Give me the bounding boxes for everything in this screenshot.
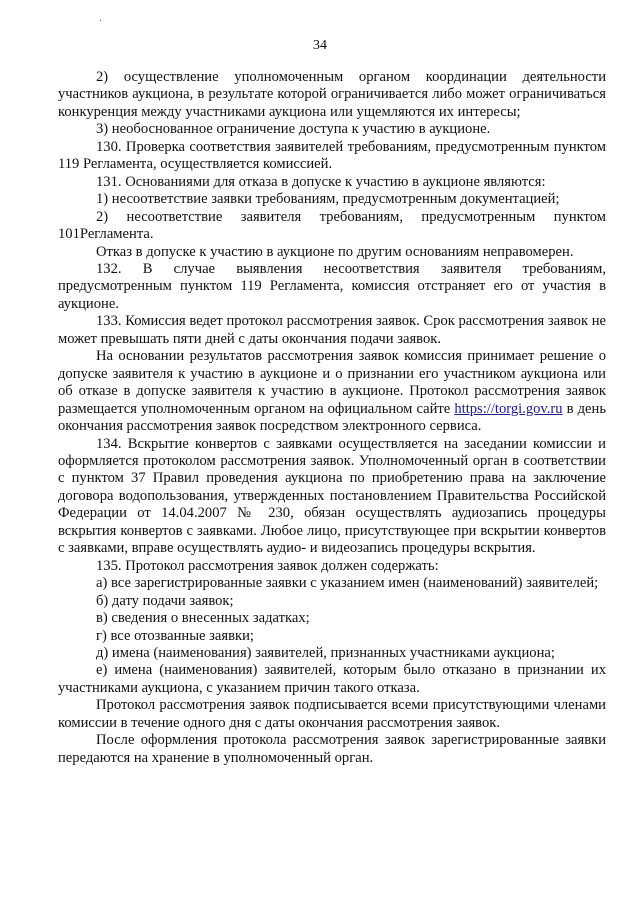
paragraph: 130. Проверка соответствия заявителей требованиям, предусмотренным пунктом 119 Регламента, осуществляется комиссией.	[58, 138, 606, 173]
paragraph-text: в день окончания рассмотрения заявок посредством электронного сервиса.	[58, 400, 606, 435]
paragraph-text: На основании результатов рассмотрения заявок комиссия принимает решение о допуске заявителя к участию в аукционе и о признании его участником аукциона или об отказе в допуске заявителя к участию в аукционе. Протокол рассмотрения заявок размещается уполномоченным органом на официальном сайте	[58, 348, 606, 417]
paragraph-decision	[58, 348, 606, 435]
paragraph: 132. В случае выявления несоответствия заявителя требованиям, предусмотренным пунктом 119 Регламента, комиссия отстраняет его от участия в аукционе.	[58, 260, 606, 312]
page-number: 34	[313, 38, 327, 53]
paragraph: 133. Комиссия ведет протокол рассмотрения заявок. Срок рассмотрения заявок не может превышать пяти дней с даты окончания подачи заявок.	[58, 313, 606, 347]
paragraph: б) дату подачи заявок;	[96, 592, 234, 609]
paragraph: 134. Вскрытие конвертов с заявками осуществляется на заседании комиссии и оформляется протоколом рассмотрения заявок. Уполномоченный орган в соответствии с пунктом 37 Правил проведения аукциона по приобретению права на заключение договора водопользования, утвержденных постановлением Правительства Российской Федерации от 14.04.2007 № 230, обязан осуществлять аудиозапись процедуры вскрытия конвертов с заявками. Любое лицо, присутствующее при вскрытии конвертов с заявками, вправе осуществлять аудио- и видеозапись процедуры вскрытия.	[58, 435, 606, 557]
paragraph: а) все зарегистрированные заявки с указанием имен (наименований) заявителей;	[96, 575, 599, 592]
paragraph: 2) осуществление уполномоченным органом координации деятельности участников аукциона, в результате которой ограничивается либо может ограничиваться конкуренция между участниками аукциона или ущемляются их интересы;	[58, 69, 606, 120]
paragraph: д) имена (наименования) заявителей, признанных участниками аукциона;	[96, 644, 555, 661]
scan-mark: ·	[99, 16, 103, 27]
paragraph: 2) несоответствие заявителя требованиям, предусмотренным пунктом 101Регламента.	[58, 208, 606, 243]
paragraph: Протокол рассмотрения заявок подписывается всеми присутствующими членами комиссии в течение одного дня с даты окончания рассмотрения заявок.	[58, 697, 606, 731]
paragraph: в) сведения о внесенных задатках;	[96, 610, 310, 627]
paragraph: е) имена (наименования) заявителей, которым было отказано в признании их участниками аукциона, с указанием причин такого отказа.	[58, 662, 606, 696]
document-body	[58, 69, 606, 767]
paragraph: 3) необоснованное ограничение доступа к участию в аукционе.	[96, 121, 491, 138]
paragraph: 135. Протокол рассмотрения заявок должен содержать:	[96, 557, 439, 574]
paragraph: 1) несоответствие заявки требованиям, предусмотренным документацией;	[96, 191, 560, 208]
torgi-link[interactable]: https://torgi.gov.ru	[454, 400, 563, 417]
paragraph: г) все отозванные заявки;	[96, 627, 254, 644]
paragraph: Отказ в допуске к участию в аукционе по другим основаниям неправомерен.	[96, 243, 574, 260]
paragraph: После оформления протокола рассмотрения заявок зарегистрированные заявки передаются на хранение в уполномоченный орган.	[58, 732, 606, 766]
paragraph: 131. Основаниями для отказа в допуске к участию в аукционе являются:	[96, 173, 546, 190]
